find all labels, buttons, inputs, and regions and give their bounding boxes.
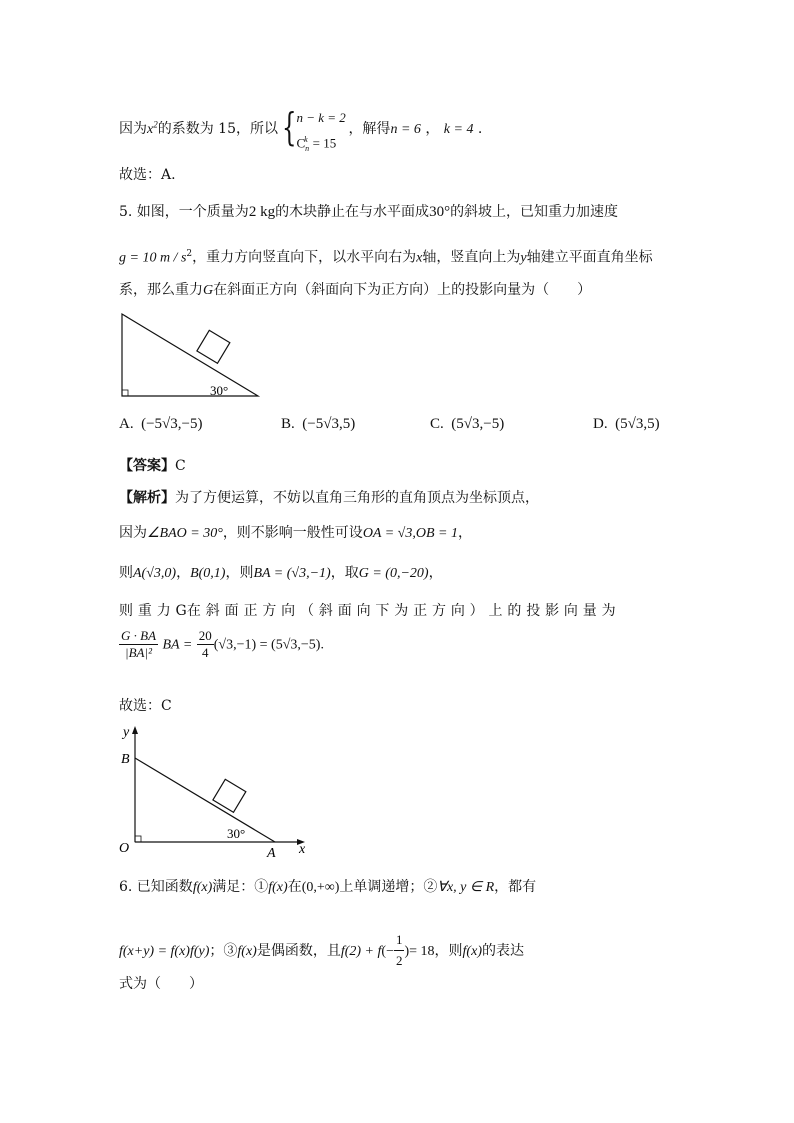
q6-stem-line-2: f(x+y) = f(x)f(y)；③f(x)是偶函数，且f(2) + f(− $\frac{1}{2}$ )= 18，则f(x)的表达 xyxy=(119,930,524,971)
text-segment: 因为 xyxy=(119,121,147,137)
prev-solution-line: 因为$x^2$的系数为 15，所以 { n − k = 2 $C_n^k = 15$ ，解得n = 6 ， k = 4 . xyxy=(119,108,482,150)
coordinate-figure xyxy=(115,724,315,860)
y-axis-arrow xyxy=(132,726,138,734)
equation-system xyxy=(282,105,348,153)
right-angle-mark xyxy=(135,836,141,842)
angle-value: 30° xyxy=(429,204,451,220)
text-segment: 的系数为 15，所以 xyxy=(157,121,278,137)
q5-analysis-4: 则 重 力 G在 斜 面 正 方 向 （ 斜 面 向 下 为 正 方 向 ） 上 的 投 影 向 量 为 xyxy=(119,603,616,619)
point-o-label: O xyxy=(119,841,130,856)
answer-value: C xyxy=(175,458,186,474)
q5-stem-line-2: g = 10 m / $s^2$，重力方向竖直向下，以水平向右为x轴，竖直向上为y轴建立平面直角坐标 xyxy=(119,249,653,266)
incline-line xyxy=(135,758,275,842)
q5-analysis-3: 则A(√3,0)，B(0,1)，则BA = (√3,−1)，取G = (0,−20)， xyxy=(119,565,443,581)
system-row-2: $C_n^k = 15$ xyxy=(296,135,337,153)
functional-equation: f(x+y) = f(x)f(y) xyxy=(119,944,210,959)
mass-value: 2 kg xyxy=(248,204,276,220)
y-axis-label: y xyxy=(123,725,130,740)
point-a-label: A xyxy=(267,846,276,860)
x-axis-label: x xyxy=(299,842,306,857)
q6-stem-line-1: 6. 已知函数f(x)满足：①f(x)在(0,+∞)上单调递增；②∀x, y ∈ R，都有 xyxy=(119,879,537,895)
prev-answer: 故选：A. xyxy=(119,167,176,183)
coefficient-fraction: $\frac{20}{4}$ xyxy=(198,628,212,660)
options-row xyxy=(119,416,679,440)
x-squared: $x^2$ xyxy=(147,119,158,137)
analysis-tag: 【解析】 xyxy=(119,490,175,506)
q5-stem-line-3: 系，那么重力G在斜面正方向（斜面向下为正方向）上的投影向量为（ ） xyxy=(119,282,592,298)
interval: (0,+∞) xyxy=(301,880,340,895)
q5-answer xyxy=(119,456,186,476)
solve-n: n = 6 xyxy=(390,122,421,137)
answer-tag: 【答案】 xyxy=(119,458,175,474)
incline-angle-label: 30° xyxy=(210,383,229,398)
q5-analysis-2: 因为∠BAO = 30°，则不影响一般性可设OA = √3,OB = 1， xyxy=(119,525,472,541)
q5-formula: $\frac{G \cdot BA}{\text{|BA|²}}$ BA = $\frac{20}{4}$ (√3,−1) = (5√3,−5). xyxy=(121,628,324,660)
system-row-1: n − k = 2 xyxy=(296,110,346,125)
fig2-angle-label: 30° xyxy=(227,826,246,841)
option-b[interactable]: B. (−5√3,5) xyxy=(281,416,356,432)
text-segment: ，解得 xyxy=(348,121,391,137)
option-c[interactable]: C. (5√3,−5) xyxy=(430,416,505,432)
brace-symbol: { xyxy=(282,105,297,149)
half-fraction: $\frac{1}{2}$ xyxy=(395,932,403,968)
projection-fraction: $\frac{G \cdot BA}{\text{|BA|²}}$ xyxy=(121,628,157,660)
vector-g: G = (0,−20) xyxy=(358,566,429,581)
vector-ba: BA = (√3,−1) xyxy=(253,566,331,581)
option-d[interactable]: D. (5√3,5) xyxy=(593,416,660,432)
incline-triangle xyxy=(122,314,258,396)
right-angle-mark xyxy=(122,390,128,396)
forall-expression: ∀x, y ∈ R xyxy=(437,880,495,895)
gravity-expression: g = 10 m / s xyxy=(119,250,187,266)
wooden-block xyxy=(197,330,230,363)
q5-stem-line-1: 5. 如图，一个质量为2 kg的木块静止在与水平面成30°的斜坡上，已知重力加速度 xyxy=(119,204,619,220)
solve-k: k = 4 xyxy=(443,122,474,137)
q5-final: 故选：C xyxy=(119,698,172,714)
g-vector: G xyxy=(203,283,214,298)
q6-stem-line-3: 式为（ ） xyxy=(119,976,203,992)
option-a[interactable]: A. (−5√3,−5) xyxy=(119,416,203,432)
incline-figure xyxy=(115,308,265,402)
q5-analysis-1: 【解析】为了方便运算，不妨以直角三角形的直角顶点为坐标顶点， xyxy=(119,490,539,506)
point-b-label: B xyxy=(121,752,130,767)
